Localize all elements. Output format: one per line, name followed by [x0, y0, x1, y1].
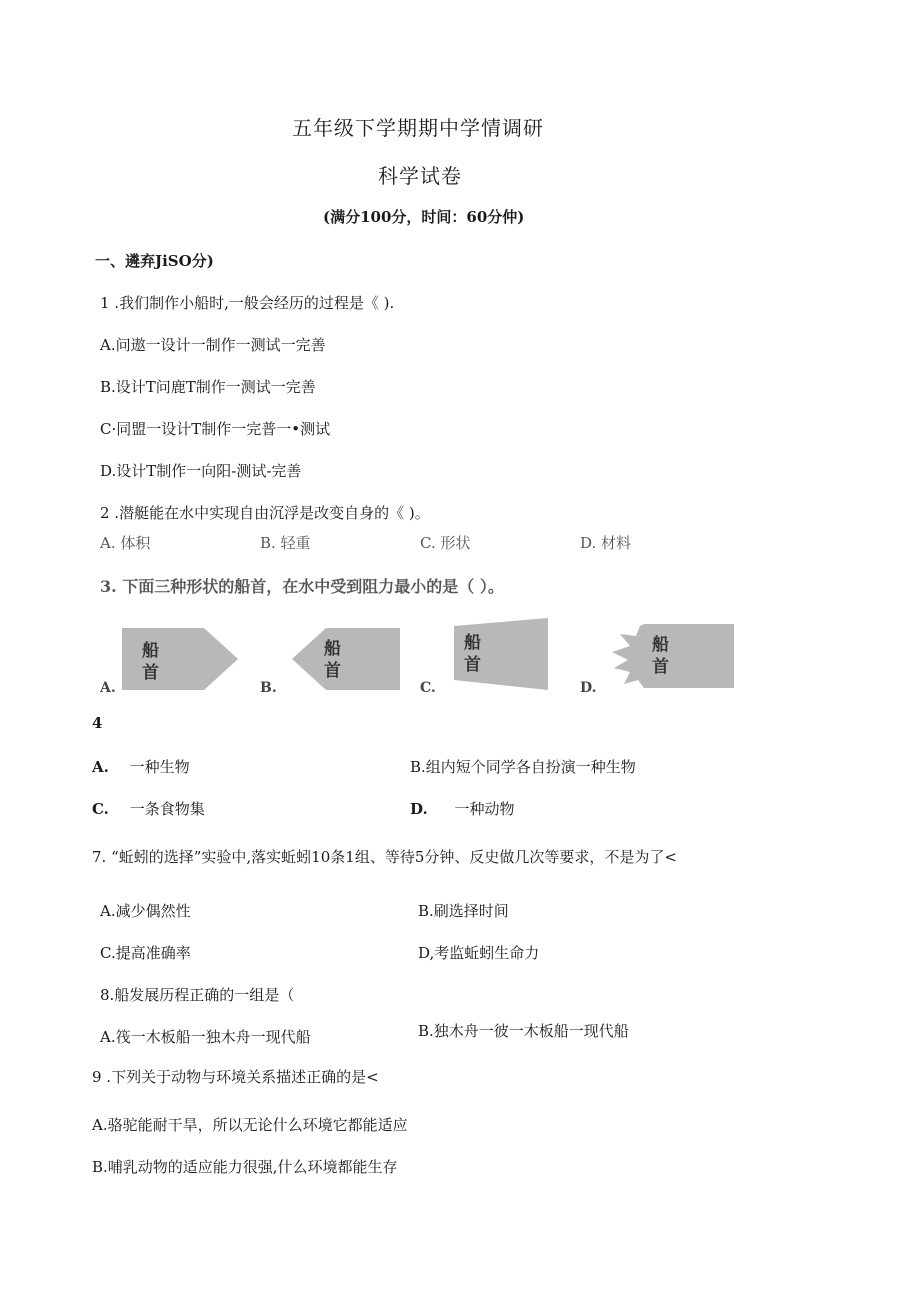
q2-option-d: D. 材料 — [580, 534, 632, 552]
q2-option-a: A. 体积 — [100, 534, 151, 552]
bow-d-label-2: 首 — [652, 657, 669, 677]
q7-option-c: C.提高准确率 — [100, 944, 191, 962]
q4-option-d-text: 一种动物 — [454, 800, 515, 818]
q3-label-d: D. — [580, 680, 597, 696]
q4-option-c-letter: C. — [92, 800, 109, 818]
q8-stem: 8.船发展历程正确的一组是（ — [100, 986, 295, 1004]
bow-shape-d — [610, 622, 738, 692]
q3-label-b: B. — [260, 680, 277, 696]
q8-option-a: A.筏一木板船一独木舟一现代船 — [100, 1028, 311, 1046]
bow-a-label-2: 首 — [142, 663, 159, 683]
q4-option-c-text: 一条食物集 — [129, 800, 205, 818]
q4-option-b: B.组内短个同学各自扮演一种生物 — [410, 758, 636, 776]
q2-stem: 2 .潜艇能在水中实现自由沉浮是改变自身的《 )。 — [100, 504, 430, 522]
bow-a-label-1: 船 — [142, 641, 159, 661]
bow-b-label-1: 船 — [324, 639, 341, 659]
exam-subtitle: 科学试卷 — [378, 164, 462, 188]
q3-label-c: C. — [420, 680, 436, 696]
q2-option-c: C. 形状 — [420, 534, 471, 552]
q9-option-a: A.骆驼能耐干旱，所以无论什么环境它都能适应 — [92, 1116, 408, 1134]
q8-option-b: B.独木舟一彼一木板船一现代船 — [418, 1022, 629, 1040]
q1-option-a: A.问遨一设计一制作一测试一完善 — [100, 336, 326, 354]
q2-option-b: B. 轻重 — [260, 534, 311, 552]
bow-shape-c — [452, 616, 550, 692]
q4-option-a-text: 一种生物 — [129, 758, 190, 776]
q9-option-b: B.哺乳动物的适应能力很强,什么环境都能生存 — [92, 1158, 398, 1176]
q1-option-b: B.设计T问鹿T制作一测试一完善 — [100, 378, 316, 396]
exam-info: (满分100分，时间：60分仲) — [323, 208, 525, 226]
exam-title: 五年级下学期期中学情调研 — [292, 116, 544, 140]
bow-d-label-1: 船 — [652, 635, 669, 655]
bow-c-label-2: 首 — [464, 655, 481, 675]
q4-option-a — [92, 756, 190, 777]
q4-option-a-letter: A. — [92, 758, 109, 776]
bow-shape-b — [290, 626, 402, 692]
q1-option-d: D.设计T制作一向阳-测试-完善 — [100, 462, 302, 480]
bow-b-label-2: 首 — [324, 661, 341, 681]
q4-option-d — [410, 798, 515, 819]
q3-label-a: A. — [100, 680, 116, 696]
q1-option-c: C·同盟一设计T制作一完普一•测试 — [100, 420, 331, 438]
q7-option-a: A.减少偶然性 — [100, 902, 191, 920]
q4-option-c — [92, 798, 205, 819]
q7-stem: 7. “蚯蚓的选择”实验中,落实蚯蚓10条1组、等待5分钟、反史做几次等要求，不是为了< — [92, 848, 677, 866]
q9-stem: 9 .下列关于动物与环境关系描述正确的是< — [92, 1068, 379, 1086]
bow-shape-a — [120, 626, 240, 692]
bow-c-label-1: 船 — [464, 633, 481, 653]
q7-option-b: B.刷选择时间 — [418, 902, 509, 920]
q7-option-d: D,考监蚯蚓生命力 — [418, 944, 540, 962]
q4-number: 4 — [92, 714, 103, 732]
q1-stem: 1 .我们制作小船时,一般会经历的过程是《 ). — [100, 294, 395, 312]
q3-stem: 3. 下面三种形状的船首，在水中受到阻力最小的是（ ）。 — [100, 577, 504, 596]
q4-option-d-letter: D. — [410, 800, 428, 818]
section-heading: 一、遴弃JiSO分) — [95, 252, 214, 270]
